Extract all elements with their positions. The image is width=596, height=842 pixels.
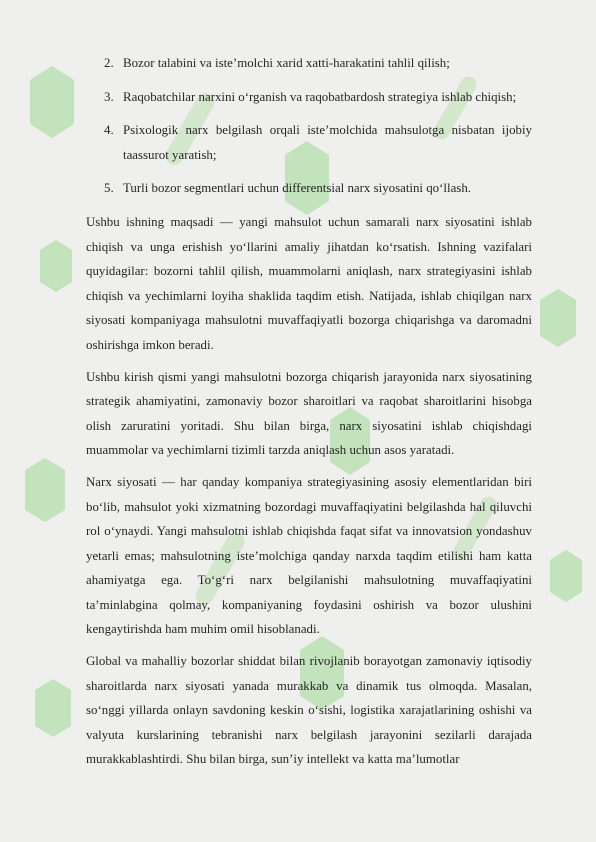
list-item [86,85,532,110]
task-list [86,51,532,201]
list-item-number: 4. [104,123,114,138]
list-item-number: 3. [104,89,114,104]
list-item-text: Raqobatchilar narxini o‘rganish va raqobatbardosh strategiya ishlab chiqish; [123,89,517,104]
list-item [86,118,532,167]
paragraph-intro-scope: Ushbu kirish qismi yangi mahsulotni bozorga chiqarish jarayonida narx siyosatining strategik ahamiyatini, zamonaviy bozor sharoitlari va raqobat sharoitlarini hisobga olish zaruratini yoritadi. Shu bilan birga, narx siyosatini ishlab chiqishdagi muammolar va yechimlarni tizimli tarzda aniqlash uchun asos yaratadi. [86,369,532,458]
list-item-number: 5. [104,181,114,196]
list-item-text: Psixologik narx belgilash orqali iste’molchida mahsulotga nisbatan ijobiy taassurot yaratish; [123,123,532,162]
list-item-text: Turli bozor segmentlari uchun differentsial narx siyosatini qo‘llash. [123,181,471,196]
paragraph-goal: Ushbu ishning maqsadi — yangi mahsulot uchun samarali narx siyosatini ishlab chiqish va unga erishish yo‘llarini amaliy jihatdan ko‘rsatish. Ishning vazifalari quyidagilar: bozorni tahlil qilish, muammolarni aniqlash, narx strategiyasini ishlab chiqish va yechimlarni loyiha shaklida taqdim etish. Natijada, ishlab chiqilgan narx siyosati kompaniyaga mahsulotni muvaffaqiyatli bozorga chiqarishga va daromadni oshirishga imkon beradi. [86,214,532,352]
paragraph-price-policy: Narx siyosati — har qanday kompaniya strategiyasining asosiy elementlaridan biri bo‘lib, mahsulot yoki xizmatning bozordagi muvaffaqiyatini belgilashda hal qiluvchi rol o‘ynaydi. Yangi mahsulotni ishlab chiqishda faqat sifat va innovatsion yondashuv yetarli emas; mahsulotning iste’molchiga qanday narxda taqdim etilishi ham katta ahamiyatga ega. To‘g‘ri narx belgilanishi mahsulotning muvaffaqiyatini ta’minlabgina qolmay, kompaniyaning foydasini oshirish va bozor ulushini kengaytirishda ham muhim omil hisoblanadi. [86,474,532,637]
list-item-number: 2. [104,56,114,70]
list-item [86,176,532,201]
document-body [86,51,532,779]
list-item-text: Bozor talabini va iste’molchi xarid xatti-harakatini tahlil qilish; [123,56,450,70]
paragraph-market-conditions: Global va mahalliy bozorlar shiddat bilan rivojlanib borayotgan zamonaviy iqtisodiy sharoitlarda narx siyosati yanada murakkab va dinamik tus olmoqda. Masalan, so‘nggi yillarda onlayn savdoning keskin o‘sishi, logistika xarajatlarining oshishi va valyuta kurslarining tebranishi narx belgilash jarayonini sezilarli darajada murakkablashtirdi. Shu bilan birga, sun’iy intellekt va katta ma’lumotlar [86,654,532,767]
list-item [86,51,532,76]
